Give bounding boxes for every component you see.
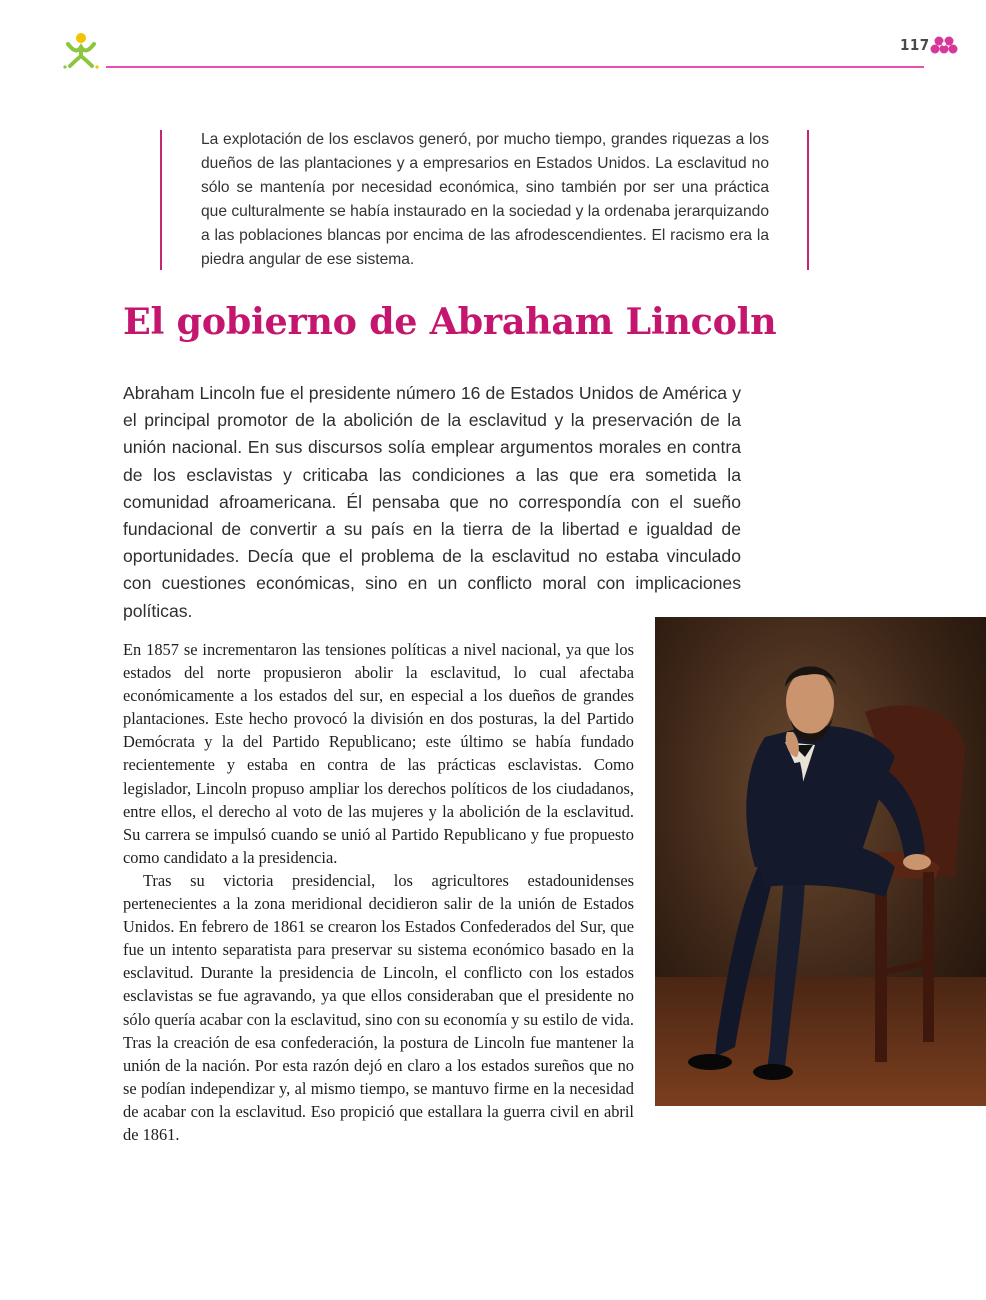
intro-paragraph: Abraham Lincoln fue el presidente número 16 de Estados Unidos de América y el principal promotor de la abolición de la esclavitud y la preservación de la unión nacional. En sus discursos solía emplear argumentos morales en contra de los esclavistas y criticaba las condiciones a las que era sometida la comunidad afroamericana. Él pensaba que no correspondía con el sueño fundacional de convertir a su país en la tierra de la libertad e igualdad de oportunidades. Decía que el problema de la esclavitud no estaba vinculado con cuestiones económicas, sino en un conflicto moral con implicaciones políticas. — [123, 383, 741, 621]
page-number: 117 — [900, 36, 930, 54]
section-title: El gobierno de Abraham Lincoln — [123, 300, 777, 343]
body-paragraph-1: En 1857 se incrementaron las tensiones políticas a nivel nacional, ya que los estados del norte propusieron abolir la esclavitud, lo cual afectaba económicamente a los estados del sur, en especial a los dueños de grandes plantaciones. Este hecho provocó la división en dos posturas, la del Partido Demócrata y la del Partido Republicano; este último se había fundado recientemente y estaba en contra de las prácticas esclavistas. Como legislador, Lincoln propuso ampliar los derechos políticos de los ciudadanos, entre ellos, el derecho al voto de las mujeres y la abolición de la esclavitud. Su carrera se impulsó cuando se unió al Partido Republicano y fue propuesto como candidato a la presidencia. — [123, 640, 634, 867]
body-text — [123, 638, 634, 1146]
quote-text: La explotación de los esclavos generó, por mucho tiempo, grandes riquezas a los dueños de las plantaciones y a empresarios en Estados Unidos. La esclavitud no sólo se mantenía por necesidad económica, sino también por ser una práctica que culturalmente se había instaurado en la sociedad y la ordenaba jerarquizando a las poblaciones blancas por encima de las afrodescendientes. El racismo era la piedra angular de ese sistema. — [201, 131, 769, 268]
header-rule — [106, 66, 924, 68]
quote-bar-left — [160, 130, 162, 270]
flower-icon — [930, 34, 958, 56]
lincoln-portrait — [655, 617, 986, 1106]
quote-bar-right — [807, 130, 809, 270]
figure-logo-icon — [60, 30, 102, 72]
body-paragraph-2: Tras su victoria presidencial, los agricultores estadounidenses pertenecientes a la zona meridional decidieron salir de la unión de Estados Unidos. En febrero de 1861 se crearon los Estados Confederados del Sur, que fue un intento separatista para preservar su sistema económico basado en la esclavitud. Durante la presidencia de Lincoln, el conflicto con los estados esclavistas se fue agravando, ya que ellos consideraban que el presidente no sólo quería acabar con la esclavitud, sino con su economía y su estilo de vida. Tras la creación de esa confederación, la postura de Lincoln fue mantener la unión de la nación. Por esta razón dejó en claro a los estados sureños que no se podían independizar y, al mismo tiempo, se mantuvo firme en la necesidad de acabar con la esclavitud. Eso propició que estallara la guerra civil en abril de 1861. — [123, 870, 634, 1144]
